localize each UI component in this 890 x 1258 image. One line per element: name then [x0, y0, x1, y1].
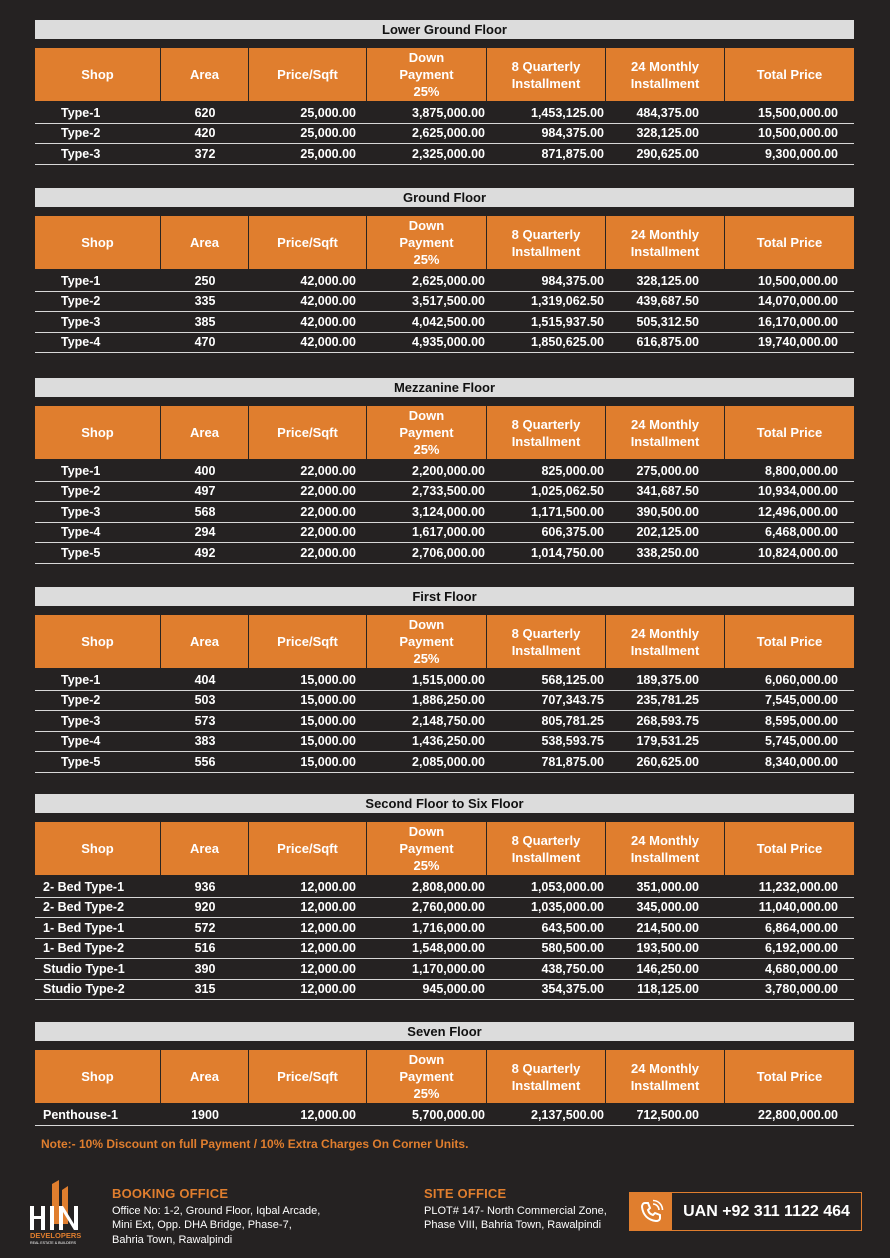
booking-office [112, 1187, 320, 1247]
table-cell: 15,000.00 [300, 693, 356, 708]
table-cell: 805,781.25 [541, 713, 604, 728]
table-row [35, 502, 854, 523]
column-header: 8 Quarterly Installment [487, 216, 606, 269]
table-cell: 16,170,000.00 [758, 314, 838, 329]
table-cell: 1,014,750.00 [531, 545, 604, 560]
table-row [35, 333, 854, 354]
table-cell: 712,500.00 [636, 1107, 699, 1122]
column-header: Price/Sqft [249, 1050, 367, 1103]
table-row [35, 877, 854, 898]
table-cell: 118,125.00 [637, 982, 699, 997]
table-row [35, 732, 854, 753]
table-cell: 351,000.00 [636, 879, 699, 894]
table-cell: 12,000.00 [300, 920, 356, 935]
table-cell: 3,517,500.00 [412, 294, 485, 309]
table-cell: 1,053,000.00 [531, 879, 604, 894]
table-cell: 15,500,000.00 [758, 105, 838, 120]
column-header: Total Price [756, 67, 823, 82]
table-cell: 202,125.00 [636, 525, 699, 540]
table-cell: 573 [194, 713, 216, 728]
table-cell: Studio Type-1 [43, 961, 125, 976]
table-header [35, 1050, 854, 1103]
table-cell: 10,500,000.00 [758, 126, 838, 141]
table-row [35, 918, 854, 939]
table-cell: 568 [194, 504, 216, 519]
table-cell: 354,375.00 [541, 982, 604, 997]
column-header: Total Price [756, 1069, 823, 1084]
table-cell: 439,687.50 [636, 294, 699, 309]
table-cell: 2,625,000.00 [412, 273, 485, 288]
table-cell: 2,148,750.00 [412, 713, 485, 728]
table-cell: 1,319,062.50 [531, 294, 604, 309]
table-cell: Type-2 [61, 693, 101, 708]
table-cell: 2,760,000.00 [412, 900, 485, 915]
table-cell: 3,875,000.00 [412, 105, 485, 120]
section-title: Lower Ground Floor [35, 20, 854, 39]
column-header: Total Price [756, 235, 823, 250]
table-cell: 12,496,000.00 [758, 504, 838, 519]
table-cell: 1900 [191, 1107, 219, 1122]
column-header: Shop [35, 822, 161, 875]
table-cell: 385 [194, 314, 216, 329]
table-cell: Type-1 [61, 672, 101, 687]
section-title: Ground Floor [35, 188, 854, 207]
table-cell: 503 [194, 693, 216, 708]
table-cell: 492 [194, 545, 216, 560]
table-cell: Type-2 [61, 484, 101, 499]
table-cell: 14,070,000.00 [758, 294, 838, 309]
table-cell: 2- Bed Type-1 [43, 879, 125, 894]
table-cell: 12,000.00 [300, 982, 356, 997]
table-cell: 193,500.00 [636, 941, 699, 956]
column-header: 8 Quarterly Installment [487, 48, 606, 101]
site-office-line: Phase VIII, Bahria Town, Rawalpindi [424, 1219, 602, 1231]
column-header: Area [161, 216, 249, 269]
table-cell: 984,375.00 [541, 273, 604, 288]
table-cell: 516 [194, 941, 216, 956]
column-header: 8 Quarterly Installment [487, 615, 606, 668]
table-cell: 984,375.00 [541, 126, 604, 141]
table-cell: 275,000.00 [636, 463, 699, 478]
table-cell: 290,625.00 [636, 146, 699, 161]
table-row [35, 898, 854, 919]
table-cell: 315 [194, 982, 216, 997]
table-cell: 25,000.00 [300, 105, 356, 120]
column-header: Down Payment 25% [367, 1050, 487, 1103]
table-cell: 15,000.00 [300, 734, 356, 749]
table-cell: Type-2 [61, 126, 101, 141]
table-cell: 42,000.00 [300, 294, 356, 309]
table-row [35, 103, 854, 124]
table-cell: 580,500.00 [541, 941, 604, 956]
floor-section [35, 188, 854, 353]
table-cell: 620 [194, 105, 216, 120]
section-title: Second Floor to Six Floor [35, 794, 854, 813]
table-row [35, 711, 854, 732]
column-header: 24 Monthly Installment [606, 48, 725, 101]
table-cell: 338,250.00 [636, 545, 699, 560]
table-cell: 12,000.00 [300, 1107, 356, 1122]
table-cell: Type-1 [61, 105, 101, 120]
column-header: Price/Sqft [249, 615, 367, 668]
table-cell: 10,824,000.00 [758, 545, 838, 560]
table-row [35, 292, 854, 313]
table-cell: 1- Bed Type-1 [43, 920, 125, 935]
column-header: Price/Sqft [249, 48, 367, 101]
table-row [35, 523, 854, 544]
table-cell: 268,593.75 [636, 713, 699, 728]
table-cell: 707,343.75 [541, 693, 604, 708]
table-cell: 1,436,250.00 [412, 734, 485, 749]
table-cell: 1,025,062.50 [531, 484, 604, 499]
floor-section [35, 587, 854, 773]
table-cell: 2,137,500.00 [531, 1107, 604, 1122]
table-cell: 438,750.00 [541, 961, 604, 976]
table-cell: 497 [194, 484, 216, 499]
table-cell: 3,124,000.00 [412, 504, 485, 519]
section-title: First Floor [35, 587, 854, 606]
table-row [35, 312, 854, 333]
table-row [35, 691, 854, 712]
table-cell: 372 [194, 146, 216, 161]
column-header: Down Payment 25% [367, 48, 487, 101]
table-cell: Type-5 [61, 545, 101, 560]
booking-office-line: Bahria Town, Rawalpindi [112, 1233, 233, 1246]
table-cell: 505,312.50 [636, 314, 699, 329]
table-cell: 4,680,000.00 [765, 961, 838, 976]
table-cell: 420 [194, 126, 216, 141]
table-cell: 400 [194, 463, 216, 478]
table-cell: 1,035,000.00 [531, 900, 604, 915]
column-header: Shop [35, 216, 161, 269]
table-cell: Type-3 [61, 146, 101, 161]
column-header: 8 Quarterly Installment [487, 406, 606, 459]
section-title: Mezzanine Floor [35, 378, 854, 397]
table-cell: 606,375.00 [541, 525, 604, 540]
table-cell: 1,170,000.00 [412, 961, 485, 976]
column-header: Area [161, 48, 249, 101]
table-cell: 2,325,000.00 [412, 146, 485, 161]
table-cell: 390 [194, 961, 216, 976]
column-header: Area [161, 1050, 249, 1103]
table-cell: 4,042,500.00 [412, 314, 485, 329]
note-text: Note:- 10% Discount on full Payment / 10% Extra Charges On Corner Units. [41, 1137, 469, 1151]
booking-office-title: BOOKING OFFICE [112, 1186, 229, 1201]
column-header: Total Price [756, 841, 823, 856]
table-cell: 1,886,250.00 [412, 693, 485, 708]
table-cell: 328,125.00 [636, 126, 699, 141]
table-row [35, 144, 854, 165]
table-cell: 11,040,000.00 [758, 900, 838, 915]
column-header: Shop [35, 406, 161, 459]
table-cell: 8,800,000.00 [765, 463, 838, 478]
table-cell: 214,500.00 [636, 920, 699, 935]
floor-section [35, 794, 854, 1000]
table-row [35, 482, 854, 503]
table-cell: 2- Bed Type-2 [43, 900, 125, 915]
table-row [35, 670, 854, 691]
company-logo [26, 1180, 94, 1246]
table-cell: 22,000.00 [300, 525, 356, 540]
table-cell: 871,875.00 [541, 146, 604, 161]
column-header: 24 Monthly Installment [606, 822, 725, 875]
floor-section [35, 1022, 854, 1126]
column-header: Area [161, 822, 249, 875]
table-cell: Penthouse-1 [43, 1107, 119, 1122]
table-cell: 7,545,000.00 [765, 693, 838, 708]
table-cell: 11,232,000.00 [758, 879, 838, 894]
table-cell: 2,733,500.00 [412, 484, 485, 499]
table-cell: 15,000.00 [300, 713, 356, 728]
table-cell: 781,875.00 [541, 754, 604, 769]
table-cell: 345,000.00 [636, 900, 699, 915]
table-cell: 42,000.00 [300, 335, 356, 350]
table-cell: 2,200,000.00 [412, 463, 485, 478]
column-header: Price/Sqft [249, 406, 367, 459]
table-cell: 6,060,000.00 [765, 672, 838, 687]
table-cell: 22,000.00 [300, 463, 356, 478]
table-row [35, 271, 854, 292]
table-cell: 1,453,125.00 [531, 105, 604, 120]
table-cell: 260,625.00 [636, 754, 699, 769]
table-cell: 538,593.75 [541, 734, 604, 749]
table-cell: 936 [194, 879, 216, 894]
table-row [35, 543, 854, 564]
column-header: Down Payment 25% [367, 822, 487, 875]
table-cell: Type-3 [61, 713, 101, 728]
site-office [424, 1187, 607, 1233]
table-cell: 22,000.00 [300, 545, 356, 560]
table-cell: 568,125.00 [541, 672, 604, 687]
table-cell: 235,781.25 [636, 693, 699, 708]
table-cell: 6,192,000.00 [765, 941, 838, 956]
table-cell: 12,000.00 [300, 879, 356, 894]
table-cell: 5,745,000.00 [765, 734, 838, 749]
table-cell: 616,875.00 [636, 335, 699, 350]
table-cell: 294 [194, 525, 216, 540]
site-office-line: PLOT# 147- North Commercial Zone, [424, 1204, 607, 1217]
hin-logo-icon [26, 1180, 94, 1246]
table-row [35, 980, 854, 1001]
table-cell: 15,000.00 [300, 754, 356, 769]
table-cell: Type-4 [61, 525, 101, 540]
table-cell: 6,864,000.00 [765, 920, 838, 935]
column-header: 24 Monthly Installment [606, 615, 725, 668]
table-cell: 189,375.00 [636, 672, 699, 687]
table-cell: 5,700,000.00 [412, 1107, 485, 1122]
uan-number: UAN +92 311 1122 464 [683, 1202, 850, 1220]
table-cell: 25,000.00 [300, 126, 356, 141]
table-cell: 383 [194, 734, 216, 749]
column-header: 8 Quarterly Installment [487, 1050, 606, 1103]
table-cell: 4,935,000.00 [412, 335, 485, 350]
table-header [35, 48, 854, 101]
column-header: 24 Monthly Installment [606, 406, 725, 459]
table-cell: Type-1 [61, 273, 101, 288]
table-cell: 945,000.00 [422, 982, 485, 997]
table-cell: 15,000.00 [300, 672, 356, 687]
booking-office-line: Office No: 1-2, Ground Floor, Iqbal Arcade, [112, 1204, 321, 1217]
table-header [35, 216, 854, 269]
table-cell: 9,300,000.00 [765, 146, 838, 161]
column-header: Shop [35, 615, 161, 668]
table-cell: 825,000.00 [541, 463, 604, 478]
column-header: Area [161, 615, 249, 668]
table-cell: 10,934,000.00 [758, 484, 838, 499]
table-cell: 8,595,000.00 [765, 713, 838, 728]
table-header [35, 822, 854, 875]
table-cell: 2,085,000.00 [412, 754, 485, 769]
table-cell: 643,500.00 [541, 920, 604, 935]
table-cell: Studio Type-2 [43, 982, 125, 997]
table-cell: 1- Bed Type-2 [43, 941, 125, 956]
column-header: Shop [35, 48, 161, 101]
column-header: Shop [35, 1050, 161, 1103]
table-cell: 404 [194, 672, 216, 687]
table-cell: Type-5 [61, 754, 101, 769]
column-header: Down Payment 25% [367, 615, 487, 668]
table-cell: 1,515,937.50 [531, 314, 604, 329]
table-cell: 179,531.25 [636, 734, 699, 749]
table-cell: 1,515,000.00 [412, 672, 485, 687]
table-cell: Type-1 [61, 463, 101, 478]
column-header: Down Payment 25% [367, 406, 487, 459]
table-cell: 3,780,000.00 [765, 982, 838, 997]
table-cell: 1,716,000.00 [412, 920, 485, 935]
booking-office-line: Mini Ext, Opp. DHA Bridge, Phase-7, [112, 1219, 292, 1231]
table-cell: 2,808,000.00 [412, 879, 485, 894]
floor-section [35, 20, 854, 165]
table-row [35, 124, 854, 145]
table-cell: 12,000.00 [300, 961, 356, 976]
table-cell: 250 [194, 273, 216, 288]
table-cell: 1,171,500.00 [531, 504, 604, 519]
table-cell: 42,000.00 [300, 273, 356, 288]
table-cell: 341,687.50 [636, 484, 699, 499]
table-cell: 22,800,000.00 [758, 1107, 838, 1122]
table-row [35, 959, 854, 980]
table-cell: 390,500.00 [636, 504, 699, 519]
table-row [35, 461, 854, 482]
table-cell: Type-4 [61, 734, 101, 749]
column-header: Area [161, 406, 249, 459]
table-cell: 484,375.00 [636, 105, 699, 120]
table-cell: 1,617,000.00 [412, 525, 485, 540]
column-header: Down Payment 25% [367, 216, 487, 269]
table-cell: 22,000.00 [300, 484, 356, 499]
phone-icon [630, 1193, 672, 1230]
table-cell: 8,340,000.00 [765, 754, 838, 769]
table-cell: 1,548,000.00 [412, 941, 485, 956]
table-cell: 335 [194, 294, 216, 309]
table-cell: Type-4 [61, 335, 101, 350]
logo-tagline: REAL ESTATE & BUILDERS [30, 1241, 77, 1245]
table-cell: 556 [194, 754, 216, 769]
column-header: Price/Sqft [249, 822, 367, 875]
table-header [35, 615, 854, 668]
table-cell: 1,850,625.00 [531, 335, 604, 350]
table-row [35, 939, 854, 960]
table-cell: 146,250.00 [636, 961, 699, 976]
section-title: Seven Floor [35, 1022, 854, 1041]
column-header: 8 Quarterly Installment [487, 822, 606, 875]
table-cell: 2,706,000.00 [412, 545, 485, 560]
column-header: Total Price [756, 425, 823, 440]
table-header [35, 406, 854, 459]
table-cell: 42,000.00 [300, 314, 356, 329]
table-cell: 25,000.00 [300, 146, 356, 161]
table-row [35, 752, 854, 773]
table-cell: 572 [194, 920, 216, 935]
table-cell: 12,000.00 [300, 941, 356, 956]
table-cell: 12,000.00 [300, 900, 356, 915]
table-cell: 10,500,000.00 [758, 273, 838, 288]
table-row [35, 1105, 854, 1126]
table-cell: Type-3 [61, 504, 101, 519]
table-cell: 920 [194, 900, 216, 915]
logo-name: DEVELOPERS [30, 1231, 82, 1240]
table-cell: Type-2 [61, 294, 101, 309]
table-cell: 6,468,000.00 [765, 525, 838, 540]
table-cell: 22,000.00 [300, 504, 356, 519]
column-header: 24 Monthly Installment [606, 1050, 725, 1103]
table-cell: 328,125.00 [636, 273, 699, 288]
site-office-title: SITE OFFICE [424, 1186, 507, 1201]
floor-section [35, 378, 854, 564]
table-cell: 470 [194, 335, 216, 350]
table-cell: 19,740,000.00 [758, 335, 838, 350]
column-header: Total Price [756, 634, 823, 649]
table-cell: Type-3 [61, 314, 101, 329]
table-cell: 2,625,000.00 [412, 126, 485, 141]
column-header: Price/Sqft [249, 216, 367, 269]
uan-box[interactable] [629, 1192, 862, 1231]
column-header: 24 Monthly Installment [606, 216, 725, 269]
